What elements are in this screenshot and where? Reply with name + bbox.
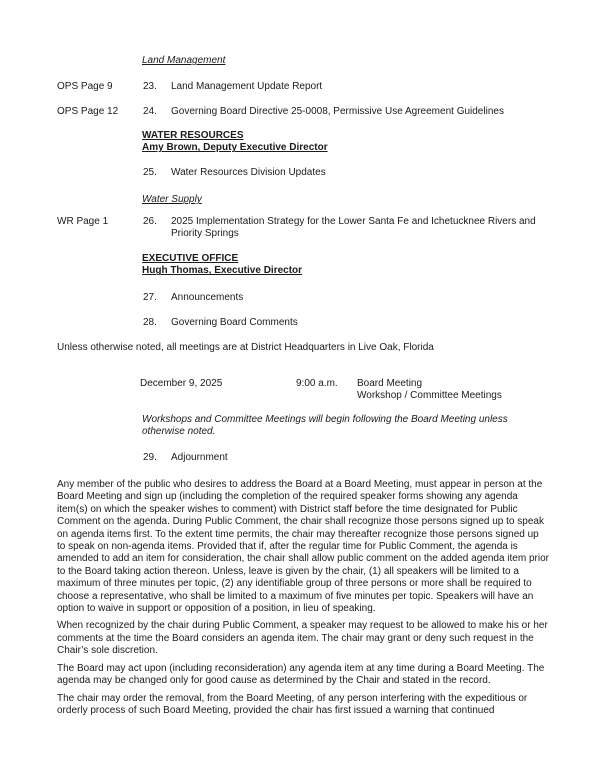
agenda-item-title: Water Resources Division Updates (171, 167, 326, 178)
section-heading-director: Amy Brown, Deputy Executive Director (142, 142, 328, 154)
rules-paragraph: Any member of the public who desires to address the Board at a Board Meeting, must appear in person at the Board Meeting and sign up (including the completion of the required speaker forms showing any agenda item(s) on which the speaker wishes to comment) with District staff before the time designated for Public Comment on the agenda. During Public Comment, the chair shall recognize those persons signed up to speak on agenda items first. To the extent time permits, the chair may thereafter recognize those persons signed up to speak on non-agenda items. Provided that if, after the regular time for Public Comment, the agenda is amended to add an item for consideration, the chair shall allow public comment on the added agenda item prior to the Board taking action thereon. Unless, leave is given by the chair, (1) all speakers will be limited to a maximum of three minutes per topic, (2) any identifiable group of three persons or more shall be required to choose a representative, who shall be limited to a maximum of five minutes per topic. Speakers will have an option to waive in support or opposition of a position, in lieu of speaking. (57, 479, 549, 615)
meeting-time: 9:00 a.m. (296, 378, 338, 389)
agenda-item-title: Announcements (171, 292, 244, 303)
rules-paragraph: When recognized by the chair during Public Comment, a speaker may request to be allowed to make his or her comments at the time the Board considers an agenda item. The chair may grant or deny such request in the Chair’s sole discretion. (57, 620, 548, 657)
agenda-item-number: 28. (143, 317, 157, 328)
section-heading-director: Hugh Thomas, Executive Director (142, 265, 303, 277)
agenda-item-page-ref: OPS Page 9 (57, 81, 113, 92)
agenda-item-number: 23. (143, 81, 157, 92)
section-heading-title: EXECUTIVE OFFICE (142, 253, 239, 264)
meeting-date: December 9, 2025 (140, 378, 223, 389)
subsection-heading-land-management: Land Management (142, 55, 226, 66)
agenda-item-title: 2025 Implementation Strategy for the Lower Santa Fe and Ichetucknee Rivers and Priority Springs (171, 216, 536, 240)
meeting-location-note: Unless otherwise noted, all meetings are at District Headquarters in Live Oak, Florida (57, 342, 434, 353)
meeting-types (357, 378, 502, 403)
agenda-item-title: Governing Board Directive 25-0008, Permissive Use Agreement Guidelines (171, 106, 504, 117)
agenda-item-page-ref: OPS Page 12 (57, 106, 119, 117)
meeting-type-primary: Board Meeting (357, 378, 423, 389)
agenda-item-number: 27. (143, 292, 157, 303)
section-heading-water-resources (142, 130, 328, 155)
agenda-item-number: 24. (143, 106, 157, 117)
meeting-type-secondary: Workshop / Committee Meetings (357, 390, 502, 402)
rules-paragraph: The Board may act upon (including reconsideration) any agenda item at any time during a Board Meeting. The agenda may be changed only for good cause as determined by the Chair and stated in the record. (57, 662, 545, 687)
agenda-item-page-ref: WR Page 1 (57, 216, 109, 227)
agenda-item-title: Land Management Update Report (171, 81, 323, 92)
public-comment-rules (57, 479, 549, 722)
section-heading-executive-office (142, 253, 302, 278)
rules-paragraph: The chair may order the removal, from the Board Meeting, of any person interfering with the expeditious or orderly process of such Board Meeting, provided the chair has first issued a warning that continued (57, 692, 528, 716)
workshop-timing-note: Workshops and Committee Meetings will begin following the Board Meeting unless otherwise noted. (142, 414, 508, 438)
agenda-item-number: 25. (143, 167, 157, 178)
agenda-item-title: Adjournment (171, 452, 228, 463)
agenda-item-title: Governing Board Comments (171, 317, 298, 328)
agenda-item-number: 29. (143, 452, 157, 463)
subsection-heading-water-supply: Water Supply (142, 194, 202, 205)
section-heading-title: WATER RESOURCES (142, 130, 244, 141)
agenda-item-number: 26. (143, 216, 157, 227)
